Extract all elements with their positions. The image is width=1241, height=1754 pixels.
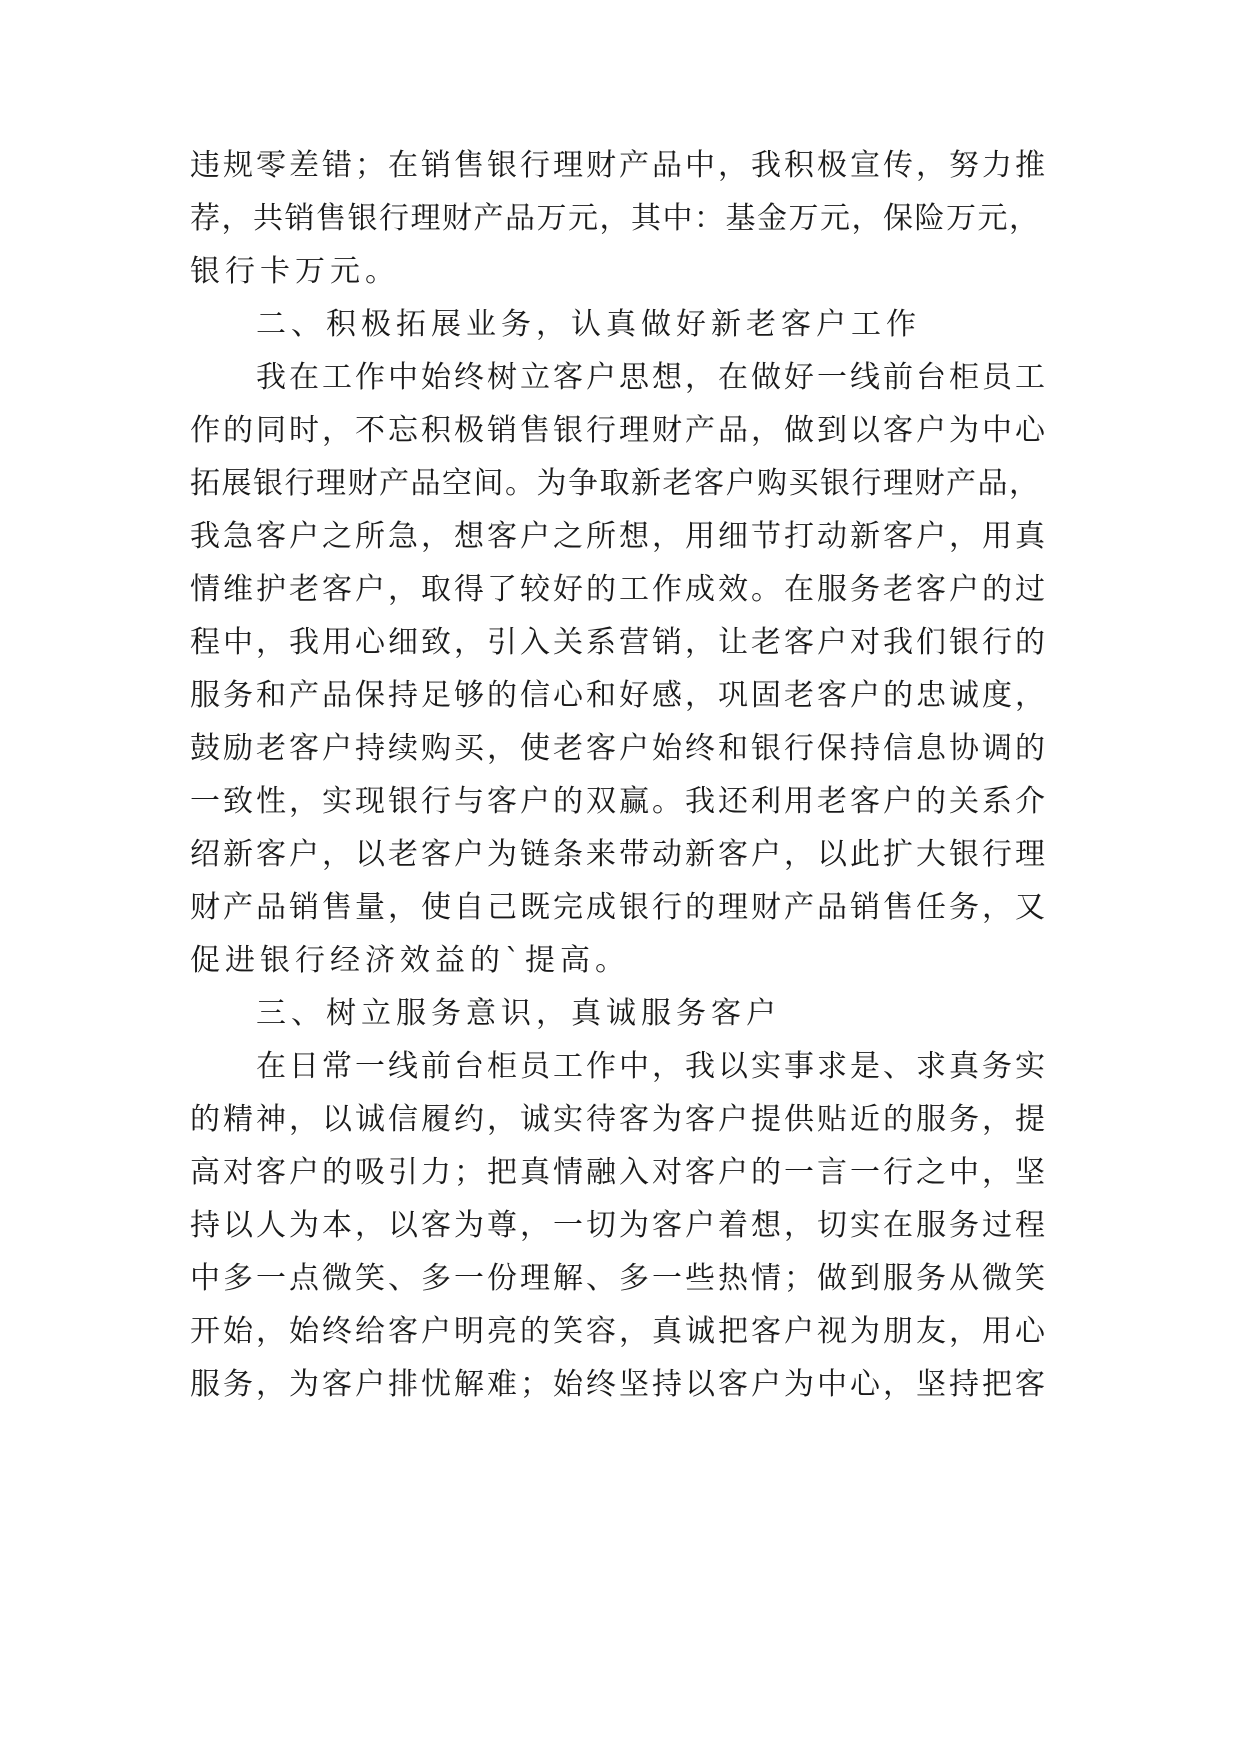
text-line: 财产品销售量，使自己既完成银行的理财产品销售任务，又 [190,890,1048,925]
text-line: 高对客户的吸引力；把真情融入对客户的一言一行之中，坚 [190,1155,1048,1190]
paragraph-start: 我在工作中始终树立客户思想，在做好一线前台柜员工 [256,360,1048,395]
section-heading-3: 三、树立服务意识，真诚服务客户 [256,996,781,1031]
text-line: 持以人为本，以客为尊，一切为客户着想，切实在服务过程 [190,1208,1048,1243]
text-line: 拓展银行理财产品空间。为争取新老客户购买银行理财产品， [190,466,1041,501]
text-line: 促进银行经济效益的`提高。 [190,943,630,978]
text-line: 作的同时，不忘积极销售银行理财产品，做到以客户为中心 [190,413,1048,448]
text-line: 荐，共销售银行理财产品万元，其中：基金万元，保险万元， [190,201,1041,236]
text-line: 绍新客户，以老客户为链条来带动新客户，以此扩大银行理 [190,837,1048,872]
text-line: 程中，我用心细致，引入关系营销，让老客户对我们银行的 [190,625,1048,660]
text-line: 情维护老客户，取得了较好的工作成效。在服务老客户的过 [190,572,1048,607]
text-line: 我急客户之所急，想客户之所想，用细节打动新客户，用真 [190,519,1048,554]
text-line: 银行卡万元。 [190,254,400,289]
text-line: 违规零差错；在销售银行理财产品中，我积极宣传，努力推 [190,148,1048,183]
paragraph-start: 在日常一线前台柜员工作中，我以实事求是、求真务实 [256,1049,1048,1084]
text-line: 服务，为客户排忧解难；始终坚持以客户为中心，坚持把客 [190,1367,1048,1402]
text-line: 鼓励老客户持续购买，使老客户始终和银行保持信息协调的 [190,731,1048,766]
text-line: 的精神，以诚信履约，诚实待客为客户提供贴近的服务，提 [190,1102,1048,1137]
text-line: 服务和产品保持足够的信心和好感，巩固老客户的忠诚度， [190,678,1048,713]
text-line: 一致性，实现银行与客户的双赢。我还利用老客户的关系介 [190,784,1048,819]
section-heading-2: 二、积极拓展业务，认真做好新老客户工作 [256,307,921,342]
text-line: 开始，始终给客户明亮的笑容，真诚把客户视为朋友，用心 [190,1314,1048,1349]
text-line: 中多一点微笑、多一份理解、多一些热情；做到服务从微笑 [190,1261,1048,1296]
